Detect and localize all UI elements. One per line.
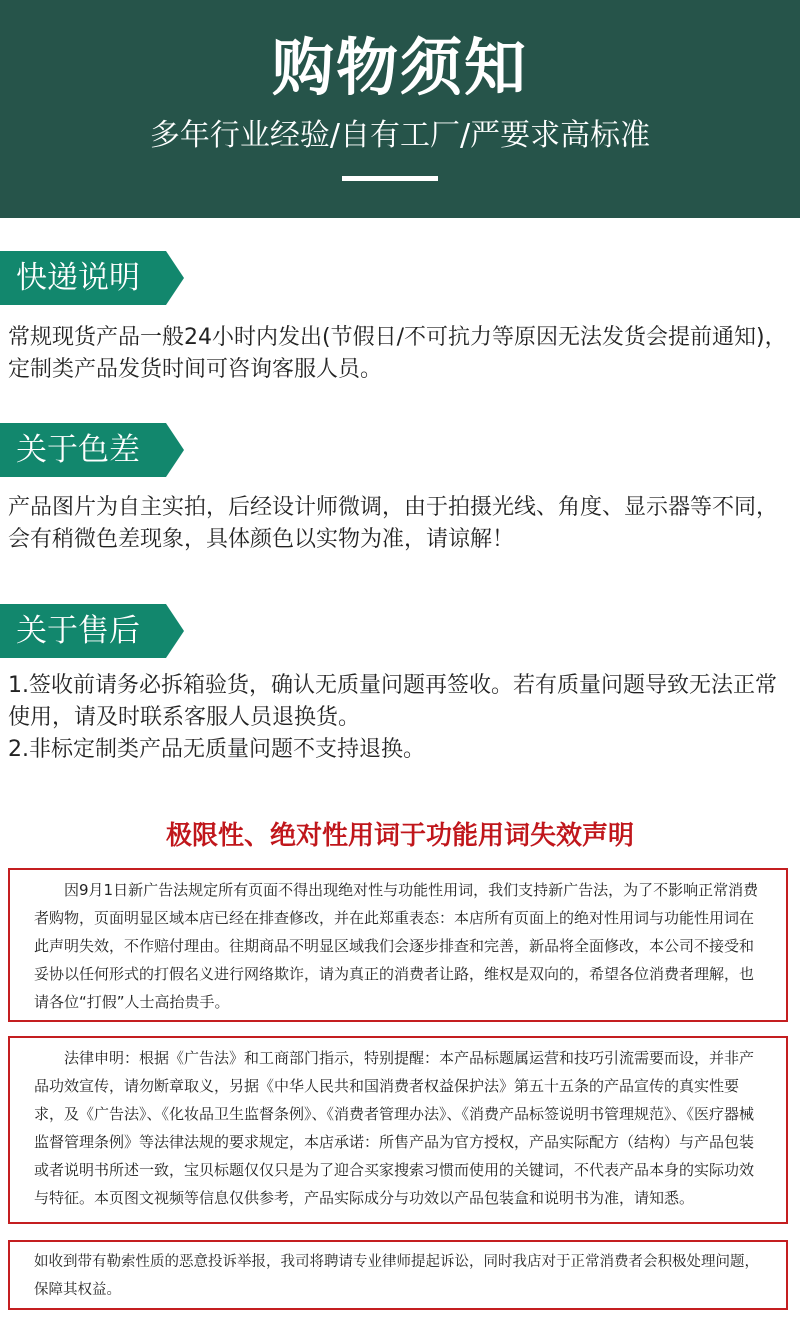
notice-box-legal [8,1036,788,1224]
section-heading: 关于色差 [16,432,140,468]
notice-text: 因9月1日新广告法规定所有页面不得出现绝对性与功能性用词，我们支持新广告法，为了不影响正常消费者购物，页面明显区域本店已经在排查修改，并在此郑重表态：本店所有页面上的绝对性用词与功能性用词在此声明失效，不作赔付理由。往期商品不明显区域我们会逐步排查和完善，新品将全面修改，本公司不接受和妥协以任何形式的打假名义进行网络欺诈，请为真正的消费者让路，维权是双向的，希望各位消费者理解，也请各位“打假”人士高抬贵手。 [34,881,759,1011]
notice-text: 如收到带有勒索性质的恶意投诉举报，我司将聘请专业律师提起诉讼，同时我店对于正常消费者会积极处理问题，保障其权益。 [34,1254,759,1298]
page-title: 购物须知 [271,31,528,104]
after-sales-item: 1.签收前请务必拆箱验货，确认无质量问题再签收。若有质量问题导致无法正常使用，请及时联系客服人员退换货。 [8,673,777,730]
section-heading: 关于售后 [16,613,140,649]
after-sales-item: 2.非标定制类产品无质量问题不支持退换。 [8,737,425,762]
header-banner [0,0,800,218]
tag-arrow [166,604,184,658]
section-tag-color-difference [0,423,140,477]
after-sales-list [8,670,798,766]
notice-box-complaint [8,1240,788,1310]
section-tag-shipping [0,251,140,305]
tag-arrow [166,251,184,305]
shipping-text: 常规现货产品一般24小时内发出(节假日/不可抗力等原因无法发货会提前通知)，定制类产品发货时间可咨询客服人员。 [8,325,787,382]
color-difference-text: 产品图片为自主实拍，后经设计师微调，由于拍摄光线、角度、显示器等不同，会有稍微色差现象，具体颜色以实物为准，请谅解！ [8,495,779,552]
notice-title: 极限性、绝对性用词于功能用词失效声明 [165,821,634,851]
page-subtitle: 多年行业经验/自有工厂/严要求高标准 [149,118,651,153]
notice-box-ad-law [8,868,788,1022]
title-underline [342,176,438,181]
section-tag-after-sales [0,604,140,658]
tag-arrow [166,423,184,477]
notice-text: 法律申明：根据《广告法》和工商部门指示，特别提醒：本产品标题属运营和技巧引流需要而设，并非产品功效宣传，请勿断章取义，另据《中华人民共和国消费者权益保护法》第五十五条的产品宣传的真实性要求，及《广告法》、《化妆品卫生监督条例》、《消费者管理办法》、《消费产品标签说明书管理规范》、《医疗器械监督管理条例》等法律法规的要求规定，本店承诺：所售产品为官方授权，产品实际配方（结构）与产品包装或者说明书所述一致，宝贝标题仅仅只是为了迎合买家搜索习惯而使用的关键词，不代表产品本身的实际功效与特征。本页图文视频等信息仅供参考，产品实际成分与功效以产品包装盒和说明书为准，请知悉。 [34,1049,755,1207]
section-heading: 快递说明 [16,260,140,296]
